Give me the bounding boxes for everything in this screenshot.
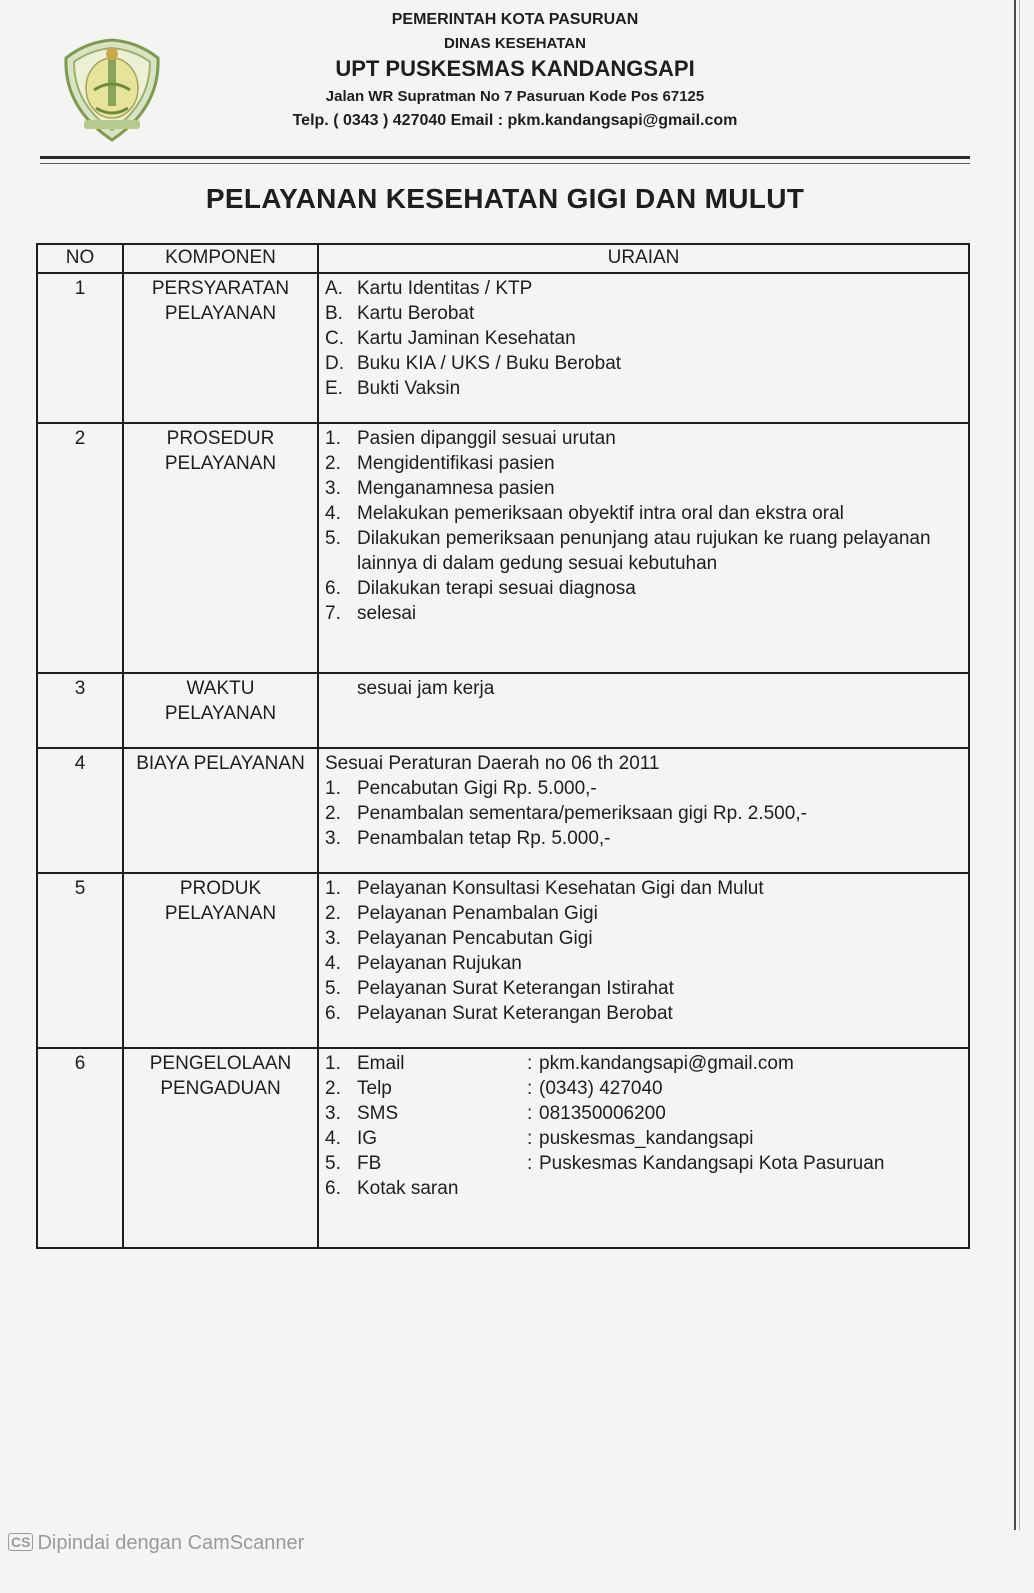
list-item — [325, 451, 968, 476]
item-marker: 3. — [325, 478, 341, 499]
list-item — [325, 1001, 968, 1026]
item-marker: 3. — [325, 828, 341, 849]
item-text: Bukti Vaksin — [357, 378, 461, 399]
item-marker: E. — [325, 378, 343, 399]
contact-item — [325, 1051, 968, 1076]
column-header-komponen: KOMPONEN — [124, 245, 319, 272]
table-row — [38, 1047, 968, 1247]
item-text: Mengidentifikasi pasien — [357, 453, 555, 474]
item-marker: 1. — [325, 1053, 341, 1074]
item-text: Pelayanan Pencabutan Gigi — [357, 928, 593, 949]
table-row — [38, 422, 968, 672]
row-number: 6 — [38, 1049, 124, 1247]
row-component — [124, 1049, 319, 1247]
header-divider — [40, 156, 970, 159]
item-text: Pelayanan Konsultasi Kesehatan Gigi dan Mulut — [357, 878, 764, 899]
table-header-row — [38, 245, 968, 272]
item-text: Kartu Identitas / KTP — [357, 278, 533, 299]
list-item — [325, 901, 968, 926]
contact-item — [325, 1101, 968, 1126]
table-row — [38, 747, 968, 872]
list-item — [325, 326, 968, 351]
contact-item — [325, 1076, 968, 1101]
component-label: BIAYA PELAYANAN — [136, 753, 305, 774]
table-row — [38, 272, 968, 422]
header-contact: Telp. ( 0343 ) 427040 Email : pkm.kandangsapi@gmail.com — [292, 112, 738, 129]
list-item — [325, 276, 968, 301]
list-item — [325, 426, 968, 451]
row-number: 5 — [38, 874, 124, 1047]
row-description — [319, 749, 968, 872]
component-label: WAKTU PELAYANAN — [164, 678, 277, 724]
list-item — [325, 476, 968, 501]
page-edge — [1019, 0, 1020, 1530]
row-number: 4 — [38, 749, 124, 872]
row-number: 1 — [38, 274, 124, 422]
item-marker: 6. — [325, 1003, 341, 1024]
item-marker: 2. — [325, 453, 341, 474]
header-divider — [40, 163, 970, 164]
contact-value: Puskesmas Kandangsapi Kota Pasuruan — [539, 1153, 885, 1174]
contact-value: 081350006200 — [539, 1103, 666, 1124]
item-marker: 2. — [325, 903, 341, 924]
service-table — [36, 243, 970, 1249]
contact-separator: : — [527, 1053, 533, 1074]
watermark-text: Dipindai dengan CamScanner — [37, 1532, 305, 1554]
list-item — [325, 926, 968, 951]
list-item — [325, 826, 968, 851]
item-text: Pelayanan Surat Keterangan Berobat — [357, 1003, 673, 1024]
list-item — [325, 501, 968, 526]
camscanner-logo-icon: CS — [8, 1533, 33, 1551]
item-marker: 5. — [325, 1153, 341, 1174]
item-marker: 4. — [325, 503, 341, 524]
item-text: Pasien dipanggil sesuai urutan — [357, 428, 616, 449]
item-marker: 4. — [325, 953, 341, 974]
list-item — [325, 601, 968, 626]
row-component — [124, 674, 319, 747]
contact-channel: Telp — [357, 1078, 392, 1099]
header-institution-name: UPT PUSKESMAS KANDANGSAPI — [335, 56, 695, 81]
component-label: PENGELOLAAN PENGADUAN — [149, 1053, 292, 1099]
contact-item — [325, 1151, 968, 1176]
row-description — [319, 874, 968, 1047]
item-marker: 1. — [325, 428, 341, 449]
contact-separator: : — [527, 1128, 533, 1149]
item-marker: 1. — [325, 778, 341, 799]
contact-item — [325, 1176, 968, 1201]
row-component — [124, 749, 319, 872]
contact-channel: SMS — [357, 1103, 399, 1124]
row-component — [124, 274, 319, 422]
item-marker: 3. — [325, 1103, 341, 1124]
list-item — [325, 976, 968, 1001]
item-marker: 4. — [325, 1128, 341, 1149]
item-text: Menganamnesa pasien — [357, 478, 555, 499]
row-description — [319, 274, 968, 422]
list-item — [325, 526, 968, 576]
item-text: Pelayanan Rujukan — [357, 953, 522, 974]
contact-channel: Email — [357, 1053, 405, 1074]
contact-channel: Kotak saran — [357, 1178, 459, 1199]
item-text: Kartu Berobat — [357, 303, 475, 324]
header-government-line: PEMERINTAH KOTA PASURUAN — [391, 11, 639, 28]
header-department-line: DINAS KESEHATAN — [444, 35, 586, 52]
contact-channel: FB — [357, 1153, 382, 1174]
item-text: Penambalan sementara/pemeriksaan gigi Rp. 2.500,- — [357, 803, 807, 824]
scanner-watermark — [8, 1532, 304, 1555]
column-header-uraian: URAIAN — [607, 247, 680, 268]
contact-separator: : — [527, 1153, 533, 1174]
contact-item — [325, 1126, 968, 1151]
row-component — [124, 874, 319, 1047]
item-marker: 6. — [325, 1178, 341, 1199]
list-item — [325, 801, 968, 826]
component-label: PERSYARATAN PELAYANAN — [151, 278, 290, 324]
row-description — [319, 424, 968, 672]
item-marker: 3. — [325, 928, 341, 949]
item-text: Melakukan pemeriksaan obyektif intra oral dan ekstra oral — [357, 503, 844, 524]
item-text: Dilakukan pemeriksaan penunjang atau rujukan ke ruang pelayanan lainnya di dalam gedung sesuai kebutuhan — [357, 528, 931, 574]
contact-value: (0343) 427040 — [539, 1078, 663, 1099]
row-description — [319, 674, 968, 747]
contact-separator: : — [527, 1078, 533, 1099]
table-row — [38, 672, 968, 747]
header-address: Jalan WR Supratman No 7 Pasuruan Kode Pos 67125 — [325, 88, 705, 105]
item-text: Dilakukan terapi sesuai diagnosa — [357, 578, 636, 599]
item-text: Kartu Jaminan Kesehatan — [357, 328, 576, 349]
row-description — [319, 1049, 968, 1247]
item-marker: A. — [325, 278, 343, 299]
list-item — [325, 376, 968, 401]
contact-value: puskesmas_kandangsapi — [539, 1128, 754, 1149]
column-header-no: NO — [38, 245, 124, 272]
item-marker: 6. — [325, 578, 341, 599]
row-component — [124, 424, 319, 672]
list-item — [325, 301, 968, 326]
item-text: Penambalan tetap Rp. 5.000,- — [357, 828, 611, 849]
item-text: Pelayanan Surat Keterangan Istirahat — [357, 978, 674, 999]
item-marker: B. — [325, 303, 343, 324]
component-label: PRODUK PELAYANAN — [164, 878, 277, 924]
item-marker: 2. — [325, 1078, 341, 1099]
item-marker: 5. — [325, 528, 341, 549]
component-label: PROSEDUR PELAYANAN — [164, 428, 277, 474]
item-marker: C. — [325, 328, 344, 349]
list-item — [325, 576, 968, 601]
item-marker: D. — [325, 353, 344, 374]
list-item — [325, 351, 968, 376]
list-item — [325, 776, 968, 801]
row-number: 3 — [38, 674, 124, 747]
contact-value: pkm.kandangsapi@gmail.com — [539, 1053, 794, 1074]
item-text: Buku KIA / UKS / Buku Berobat — [357, 353, 622, 374]
list-item — [325, 951, 968, 976]
item-text: Pelayanan Penambalan Gigi — [357, 903, 598, 924]
page-edge — [1014, 0, 1016, 1530]
contact-channel: IG — [357, 1128, 378, 1149]
item-text: selesai — [357, 603, 417, 624]
item-text: Pencabutan Gigi Rp. 5.000,- — [357, 778, 597, 799]
row-number: 2 — [38, 424, 124, 672]
page-title: PELAYANAN KESEHATAN GIGI DAN MULUT — [205, 183, 805, 214]
item-text: sesuai jam kerja — [357, 678, 495, 699]
list-item — [325, 876, 968, 901]
item-marker: 7. — [325, 603, 341, 624]
item-marker: 1. — [325, 878, 341, 899]
regulation-reference: Sesuai Peraturan Daerah no 06 th 2011 — [325, 753, 660, 774]
city-emblem-icon — [58, 28, 166, 146]
item-marker: 5. — [325, 978, 341, 999]
table-row — [38, 872, 968, 1047]
item-marker: 2. — [325, 803, 341, 824]
contact-separator: : — [527, 1103, 533, 1124]
